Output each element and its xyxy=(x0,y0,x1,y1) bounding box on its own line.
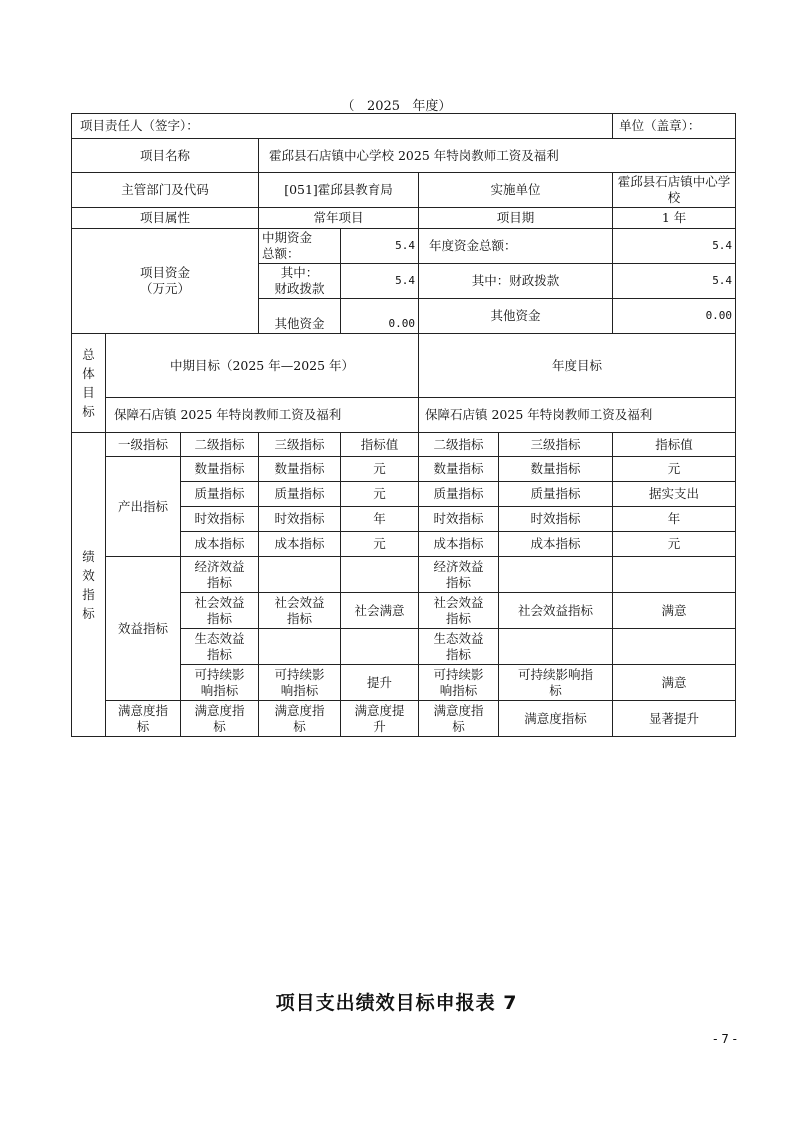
table-cell xyxy=(341,557,419,593)
impl-label: 实施单位 xyxy=(419,173,613,208)
table-cell: 经济效益 指标 xyxy=(419,557,499,593)
performance-target-form xyxy=(71,113,736,737)
table-cell: 提升 xyxy=(341,665,419,701)
document-title: 项目支出绩效目标申报表 7 xyxy=(275,992,518,1014)
goals-text-row xyxy=(72,398,736,433)
period-label: 项目期 xyxy=(419,208,613,229)
table-cell xyxy=(613,629,736,665)
table-cell: 元 xyxy=(613,532,736,557)
perf-header-row xyxy=(72,433,736,457)
table-cell: 时效指标 xyxy=(181,507,259,532)
table-cell: 元 xyxy=(613,457,736,482)
table-cell xyxy=(613,557,736,593)
table-cell: 数量指标 xyxy=(259,457,341,482)
period-value: 1 年 xyxy=(613,208,736,229)
funds-total-row xyxy=(72,229,736,264)
table-cell: 成本指标 xyxy=(259,532,341,557)
mid-goal-text: 保障石店镇 2025 年特岗教师工资及福利 xyxy=(106,398,419,433)
col-header: 二级指标 xyxy=(419,433,499,457)
table-cell xyxy=(499,557,613,593)
table-cell: 质量指标 xyxy=(181,482,259,507)
year-line: （ 2025 年度） xyxy=(341,99,452,114)
goals-header-row xyxy=(72,334,736,398)
funds-label: 项目资金 （万元） xyxy=(72,229,259,334)
col-header: 三级指标 xyxy=(259,433,341,457)
col-header: 一级指标 xyxy=(106,433,181,457)
unit-label: 单位（盖章）： xyxy=(613,114,736,139)
benefit-label: 效益指标 xyxy=(106,557,181,701)
table-cell: 经济效益 指标 xyxy=(181,557,259,593)
signature-row xyxy=(72,114,736,139)
goals-label: 总 体 目 标 xyxy=(72,334,106,433)
table-cell xyxy=(499,629,613,665)
annual-other-value: 0.00 xyxy=(613,299,736,334)
table-cell: 据实支出 xyxy=(613,482,736,507)
output-label: 产出指标 xyxy=(106,457,181,557)
col-header: 二级指标 xyxy=(181,433,259,457)
dept-label: 主管部门及代码 xyxy=(72,173,259,208)
responsible-label: 项目责任人（签字）： xyxy=(72,114,613,139)
table-cell: 成本指标 xyxy=(499,532,613,557)
table-cell: 数量指标 xyxy=(419,457,499,482)
table-cell: 满意度指 标 xyxy=(419,701,499,737)
table-cell: 满意度指 标 xyxy=(259,701,341,737)
table-cell: 年 xyxy=(341,507,419,532)
table-cell: 可持续影 响指标 xyxy=(181,665,259,701)
impl-value: 霍邱县石店镇中心学校 xyxy=(613,173,736,208)
table-cell: 元 xyxy=(341,532,419,557)
table-cell: 数量指标 xyxy=(499,457,613,482)
annual-fiscal-label: 其中：财政拨款 xyxy=(419,264,613,299)
project-name-row xyxy=(72,139,736,173)
annual-total-value: 5.4 xyxy=(613,229,736,264)
table-cell: 可持续影 响指标 xyxy=(259,665,341,701)
table-cell: 社会满意 xyxy=(341,593,419,629)
attribute-label: 项目属性 xyxy=(72,208,259,229)
table-cell: 满意 xyxy=(613,593,736,629)
mid-other-value: 0.00 xyxy=(341,299,419,334)
attribute-value: 常年项目 xyxy=(259,208,419,229)
mid-total-value: 5.4 xyxy=(341,229,419,264)
table-row xyxy=(72,457,736,482)
table-cell: 年 xyxy=(613,507,736,532)
mid-total-label: 中期资金 总额： xyxy=(259,229,341,264)
table-cell: 社会效益 指标 xyxy=(419,593,499,629)
annual-fiscal-value: 5.4 xyxy=(613,264,736,299)
table-cell: 满意 xyxy=(613,665,736,701)
dept-value: [051]霍邱县教育局 xyxy=(259,173,419,208)
table-cell xyxy=(259,629,341,665)
col-header: 三级指标 xyxy=(499,433,613,457)
table-cell: 数量指标 xyxy=(181,457,259,482)
table-cell: 元 xyxy=(341,482,419,507)
table-cell: 社会效益指标 xyxy=(499,593,613,629)
annual-other-label: 其他资金 xyxy=(419,299,613,334)
table-cell: 成本指标 xyxy=(419,532,499,557)
table-cell: 显著提升 xyxy=(613,701,736,737)
table-cell: 社会效益 指标 xyxy=(259,593,341,629)
project-name-label: 项目名称 xyxy=(72,139,259,173)
table-cell: 可持续影 响指标 xyxy=(419,665,499,701)
table-row xyxy=(72,701,736,737)
project-name-value: 霍邱县石店镇中心学校 2025 年特岗教师工资及福利 xyxy=(259,139,736,173)
dept-row xyxy=(72,173,736,208)
table-cell: 时效指标 xyxy=(259,507,341,532)
table-cell: 满意度指 标 xyxy=(181,701,259,737)
table-row xyxy=(72,557,736,593)
table-cell: 可持续影响指 标 xyxy=(499,665,613,701)
mid-fiscal-label: 其中： 财政拨款 xyxy=(259,264,341,299)
table-cell xyxy=(259,557,341,593)
table-cell: 社会效益 指标 xyxy=(181,593,259,629)
col-header: 指标值 xyxy=(341,433,419,457)
table-cell: 质量指标 xyxy=(259,482,341,507)
table-cell: 满意度提 升 xyxy=(341,701,419,737)
annual-goal-header: 年度目标 xyxy=(419,334,736,398)
table-cell: 质量指标 xyxy=(419,482,499,507)
mid-fiscal-value: 5.4 xyxy=(341,264,419,299)
mid-other-label: 其他资金 xyxy=(259,299,341,334)
table-cell: 元 xyxy=(341,457,419,482)
attribute-row xyxy=(72,208,736,229)
table-cell: 生态效益 指标 xyxy=(419,629,499,665)
col-header: 指标值 xyxy=(613,433,736,457)
table-cell: 质量指标 xyxy=(499,482,613,507)
table-cell: 生态效益 指标 xyxy=(181,629,259,665)
perf-label: 绩 效 指 标 xyxy=(72,433,106,737)
annual-goal-text: 保障石店镇 2025 年特岗教师工资及福利 xyxy=(419,398,736,433)
annual-total-label: 年度资金总额： xyxy=(419,229,613,264)
table-cell: 满意度指标 xyxy=(499,701,613,737)
table-cell: 时效指标 xyxy=(419,507,499,532)
table-cell: 时效指标 xyxy=(499,507,613,532)
table-cell: 成本指标 xyxy=(181,532,259,557)
table-cell xyxy=(341,629,419,665)
mid-goal-header: 中期目标（2025 年—2025 年） xyxy=(106,334,419,398)
page-number: - 7 - xyxy=(713,1032,737,1046)
satisfaction-label: 满意度指 标 xyxy=(106,701,181,737)
